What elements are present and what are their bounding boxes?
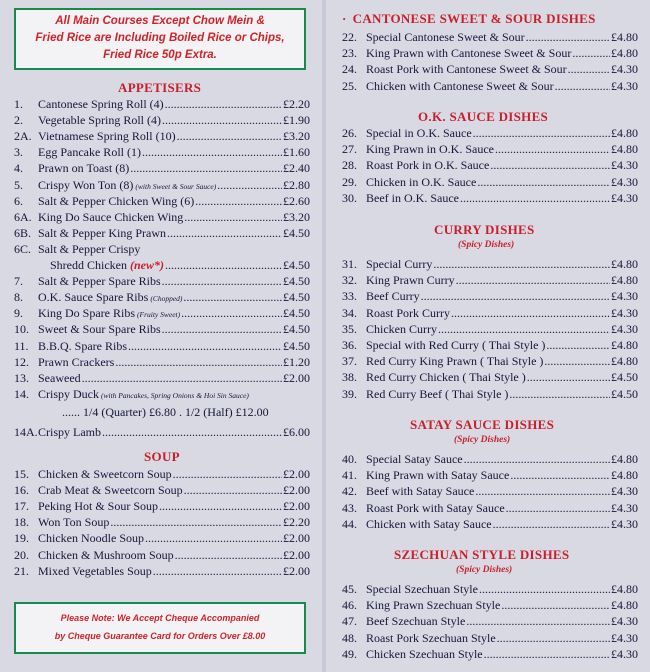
item-price: £4.80 [611,257,638,271]
item-number: 12. [14,354,29,369]
item-price: £4.50 [611,370,638,385]
item-name: Beef Curry [366,289,420,304]
item-price: £4.80 [611,598,638,613]
dot-leader [479,581,610,597]
item-number: 43. [342,500,357,515]
menu-item-row [14,305,310,321]
menu-item-row [14,273,310,289]
item-number: 21. [14,563,29,578]
dot-leader [464,451,610,467]
dot-leader [195,193,282,209]
item-price: £4.80 [611,46,638,61]
item-price: £4.50 [611,386,638,401]
menu-item-row [342,337,638,353]
item-price: £4.30 [611,614,638,629]
soup-heading: SOUP [144,449,180,464]
menu-item-row [342,29,638,45]
menu-item-row [342,597,638,613]
item-name: Roast Pork Szechuan Style [366,630,496,645]
menu-item-row [342,45,638,61]
item-price: £4.30 [611,630,638,645]
item-price: £4.50 [283,338,310,353]
dot-leader [153,563,282,579]
item-price: £4.30 [611,174,638,189]
menu-item-row [342,305,638,321]
item-price: £4.80 [611,582,638,596]
item-number: 3. [14,145,23,160]
dot-leader [102,424,282,440]
item-price: £4.30 [611,305,638,320]
menu-item-row [342,78,638,94]
item-number: 17. [14,499,29,514]
item-number: 46. [342,598,357,613]
item-name: Red Curry King Prawn ( Thai Style ) [366,354,544,369]
item-note: (Chopped) [150,294,183,304]
dot-leader [495,141,610,157]
item-number: 30. [342,190,357,205]
dot-leader [128,338,282,354]
item-name: King Do Sauce Chicken Wing [38,209,184,224]
item-name: Roast Pork Curry [366,305,450,320]
dot-leader [162,321,282,337]
item-note: (with Sweet & Sour Sauce) [135,181,217,191]
item-number: 8. [14,290,23,305]
item-number: 1. [14,97,23,111]
item-number: 20. [14,547,29,562]
menu-item-row [14,514,310,530]
dot-leader [438,321,610,337]
item-number: 18. [14,515,29,530]
rice-notice-line-3: Fried Rice 50p Extra. [103,49,217,61]
item-name: Cantonese Spring Roll (4) [38,97,164,111]
dot-leader [501,597,610,613]
item-name: Shredd Chicken [50,258,127,272]
menu-item-row [14,482,310,498]
item-name: Sweet & Sour Spare Ribs [38,322,161,337]
item-price: £2.80 [283,177,310,192]
item-name: Red Curry Chicken ( Thai Style ) [366,370,526,385]
menu-item-row [14,144,310,160]
item-number: 33. [342,289,357,304]
item-name: Crab Meat & Sweetcorn Soup [38,483,183,498]
item-number: 42. [342,484,357,499]
item-name: Red Curry Beef ( Thai Style ) [366,386,509,401]
menu-item-row [342,500,638,516]
item-number: 23. [342,46,357,61]
dot-leader [145,530,282,546]
dot-leader [421,288,610,304]
item-name: Roast Pork with Satay Sauce [366,500,505,515]
item-number: 39. [342,386,357,401]
item-number: 38. [342,370,357,385]
menu-item-row [14,177,310,193]
item-name: Crispy Duck [38,386,99,401]
dot-leader [493,516,610,532]
szechuan-heading: SZECHUAN STYLE DISHES [394,547,570,562]
item-price: £4.80 [611,30,638,44]
dot-leader [115,354,282,370]
item-number: 11. [14,338,29,353]
item-number: 4. [14,161,23,176]
item-price: £4.50 [283,274,310,289]
dot-leader [181,305,282,321]
item-price: £4.30 [611,500,638,515]
item-number: 32. [342,273,357,288]
item-name: Special with Red Curry ( Thai Style ) [366,338,546,352]
item-number: 41. [342,468,357,483]
menu-item-row [14,338,310,354]
dot-leader [555,78,610,94]
item-number: 9. [14,306,23,321]
item-price: £2.40 [283,161,310,176]
item-number: 31. [342,257,357,271]
dot-leader [497,630,610,646]
item-price: £2.00 [283,483,310,498]
menu-item-row [14,498,310,514]
item-price: £2.00 [283,531,310,546]
item-number: 14. [14,386,29,401]
menu-item-row [14,547,310,563]
item-price: £4.30 [611,484,638,499]
dot-leader [466,613,610,629]
item-name: Special Cantonese Sweet & Sour [366,30,525,44]
dot-leader [167,225,282,241]
dot-leader [526,29,610,45]
item-number: 27. [342,142,357,157]
menu-item-row [342,125,638,141]
item-name: Salt & Pepper King Prawn [38,225,166,240]
satay-heading: SATAY SAUCE DISHES [410,417,555,432]
crispy-duck-portions: ...... 1/4 (Quarter) £6.80 . 1/2 (Half) £12.00 [62,405,269,419]
item-price: £2.20 [283,97,310,111]
item-name: Vegetable Spring Roll (4) [38,113,161,128]
rice-notice-line-1: All Main Courses Except Chow Mein & [55,15,265,27]
item-price: £6.00 [283,425,310,439]
menu-item-row [342,630,638,646]
item-number: 2A. [14,129,32,144]
item-name: Crispy Lamb [38,425,101,439]
item-number: 14A. [14,425,38,439]
dot-leader [475,483,610,499]
item-number: 19. [14,531,29,546]
menu-item-row [342,613,638,629]
item-number: 25. [342,78,357,93]
menu-item-row [14,193,310,209]
item-name: Chicken Curry [366,321,437,336]
item-name: Beef with Satay Sauce [366,484,475,499]
item-name: King Prawn with Cantonese Sweet & Sour [366,46,572,61]
menu-item-row [342,174,638,190]
item-number: 2. [14,113,23,128]
item-price: £4.80 [611,126,638,140]
item-number: 6. [14,193,23,208]
item-name: Salt & Pepper Crispy [38,241,141,256]
item-price: £2.00 [283,547,310,562]
menu-item-row [14,563,310,579]
item-name: King Prawn Szechuan Style [366,598,501,613]
item-number: 35. [342,321,357,336]
item-name: Chicken Szechuan Style [366,646,483,661]
item-price: £1.20 [283,354,310,369]
item-price: £4.80 [611,468,638,483]
item-price: £4.80 [611,354,638,369]
dot-leader [527,369,610,385]
item-number: 16. [14,483,29,498]
item-name: King Prawn with Satay Sauce [366,468,510,483]
item-price: £4.30 [611,190,638,205]
item-name: Chicken Noodle Soup [38,531,144,546]
menu-item-row [342,516,638,532]
item-number: 47. [342,614,357,629]
cheque-notice-box [14,602,306,654]
menu-item-row [14,160,310,176]
menu-item-row [14,530,310,546]
item-name: Chicken in O.K. Sauce [366,174,477,189]
rice-notice-line-2: Fried Rice are Including Boiled Rice or Chips, [35,32,285,44]
item-price: £2.00 [283,370,310,385]
dot-leader [490,157,610,173]
menu-item-row [342,369,638,385]
item-name: Special Curry [366,257,433,271]
item-price: £4.80 [611,338,638,352]
menu-item-row [14,289,310,305]
item-name: Egg Pancake Roll (1) [38,145,141,160]
item-name: Roast Pork in O.K. Sauce [366,158,490,173]
dot-leader [184,209,282,225]
left-column [0,0,318,672]
item-name: Beef Szechuan Style [366,614,466,629]
item-price: £4.80 [611,273,638,288]
item-number: 22. [342,30,357,44]
item-price: £4.80 [611,452,638,466]
item-number: 44. [342,516,357,531]
item-note: (with Pancakes, Spring Onions & Hoi Sin Sauce) [101,390,249,400]
item-name: Seaweed [38,370,81,385]
dot-leader [456,272,610,288]
item-price: £3.20 [283,129,310,144]
dot-leader [217,177,282,193]
curry-heading: CURRY DISHES [434,222,535,237]
item-number: 29. [342,174,357,189]
item-number: 6B. [14,225,32,240]
menu-item-row [14,370,310,386]
item-name: B.B.Q. Spare Ribs [38,338,128,353]
item-price: £2.00 [283,467,310,481]
menu-item-row [342,321,638,337]
item-price: £3.20 [283,209,310,224]
item-number: 28. [342,158,357,173]
item-number: 6C. [14,241,32,256]
dot-leader [162,273,282,289]
item-name: Chicken & Mushroom Soup [38,547,174,562]
dot-leader [544,353,610,369]
item-name: Special Szechuan Style [366,582,478,596]
menu-item-row [342,386,638,402]
rice-notice-box [14,8,306,70]
menu-item-row [342,451,638,467]
dot-leader [159,498,282,514]
item-number: 37. [342,354,357,369]
menu-item-row [342,256,638,272]
dot-leader [165,257,282,273]
item-name: Prawn on Toast (8) [38,161,130,176]
item-number: 10. [14,322,29,337]
menu-item-row [342,353,638,369]
item-name: Chicken & Sweetcorn Soup [38,467,172,481]
item-number: 24. [342,62,357,77]
item-name: Prawn Crackers [38,354,115,369]
item-number: 34. [342,305,357,320]
dot-leader [142,144,282,160]
item-price: £4.30 [611,321,638,336]
dot-leader [173,466,282,482]
column-divider [322,0,326,672]
item-number: 15. [14,467,29,481]
item-name: Special Satay Sauce [366,452,463,466]
item-price: £4.30 [611,646,638,661]
item-number: 5. [14,177,23,192]
satay-subtitle: (Spicy Dishes) [454,435,511,445]
item-price: £2.00 [283,499,310,514]
cantonese-heading-text: CANTONESE SWEET & SOUR DISHES [352,11,596,26]
menu-item-row [14,225,310,241]
item-price: £2.60 [283,193,310,208]
menu-item-row [342,581,638,597]
item-note: (Fruity Sweet) [137,310,181,320]
item-price: £4.50 [283,258,310,272]
dot-leader [477,174,610,190]
cantonese-heading: · CANTONESE SWEET & SOUR DISHES [342,11,596,26]
item-name: Special in O.K. Sauce [366,126,472,140]
menu-item-row [342,467,638,483]
cheque-notice-line-2: by Cheque Guarantee Card for Orders Over £8.00 [54,631,266,641]
item-price: £1.60 [283,145,310,160]
item-price: £4.30 [611,78,638,93]
item-price: £4.50 [283,306,310,321]
item-price: £4.30 [611,158,638,173]
menu-item-row [14,112,310,128]
ok-sauce-heading: O.K. SAUCE DISHES [418,109,549,124]
item-name: King Prawn Curry [366,273,455,288]
item-price: £4.50 [283,225,310,240]
dot-leader [506,500,610,516]
menu-item-row [14,424,310,440]
dot-leader [484,646,610,662]
menu-item-row [14,128,310,144]
appetisers-heading: APPETISERS [118,80,202,95]
item-name: King Prawn in O.K. Sauce [366,142,494,157]
dot-leader [184,482,282,498]
menu-item-row [342,141,638,157]
item-price: £2.00 [283,563,310,578]
right-column [330,0,650,672]
item-name: Beef in O.K. Sauce [366,190,459,205]
dot-leader [546,337,610,353]
dot-leader [433,256,610,272]
menu-item-row [342,483,638,499]
dot-leader [460,190,610,206]
item-name: Won Ton Soup [38,515,110,530]
menu-item-row [14,209,310,225]
dot-leader [175,547,282,563]
curry-subtitle: (Spicy Dishes) [458,240,515,250]
menu-item-row [14,386,310,402]
menu-item-row [342,272,638,288]
dot-leader [162,112,282,128]
item-name: King Do Spare Ribs [38,306,135,321]
menu-item-row [342,646,638,662]
item-number: 13. [14,370,29,385]
menu-item-row [342,61,638,77]
dot-leader [451,305,610,321]
dot-leader [509,386,610,402]
dot-leader [510,467,610,483]
item-number: 40. [342,452,357,466]
item-price: £4.50 [283,322,310,337]
menu-item-row [14,257,310,273]
item-number: 36. [342,338,357,352]
dot-leader [183,289,282,305]
item-name: Roast Pork with Cantonese Sweet & Sour [366,62,567,77]
item-name: Mixed Vegetables Soup [38,563,152,578]
dot-leader [572,45,610,61]
item-number: 49. [342,646,357,661]
dot-leader [473,125,610,141]
dot-leader [568,61,610,77]
item-name: Chicken with Satay Sauce [366,516,492,531]
item-name: Salt & Pepper Chicken Wing (6) [38,193,195,208]
item-number: 6A. [14,209,32,224]
cheque-notice-line-1: Please Note: We Accept Cheque Accompanied [60,613,260,623]
item-name: O.K. Sauce Spare Ribs [38,290,149,305]
item-name: Salt & Pepper Spare Ribs [38,274,161,289]
menu-item-row [14,241,310,257]
dot-leader [110,514,282,530]
item-number: 26. [342,126,357,140]
menu-item-row [14,466,310,482]
item-price: £4.50 [283,290,310,305]
item-number: 7. [14,274,23,289]
dot-leader [177,128,282,144]
item-price: £2.20 [283,515,310,530]
item-name: Vietnamese Spring Roll (10) [38,129,176,144]
item-price: £4.30 [611,62,638,77]
menu-item-row [14,321,310,337]
item-number: 48. [342,630,357,645]
item-name: Peking Hot & Sour Soup [38,499,159,514]
item-price: £1.90 [283,113,310,128]
dot-leader [82,370,282,386]
item-price: £4.30 [611,516,638,531]
menu-item-row [342,157,638,173]
dot-leader [130,160,282,176]
new-badge: (new*) [130,258,164,272]
menu-item-row [14,96,310,112]
item-price: £4.80 [611,142,638,157]
dot-leader [165,96,282,112]
item-name: Chicken with Cantonese Sweet & Sour [366,78,554,93]
szechuan-subtitle: (Spicy Dishes) [456,565,513,575]
item-name: Crispy Won Ton (8) [38,177,134,192]
menu-item-row [14,354,310,370]
menu-item-row [342,288,638,304]
item-price: £4.30 [611,289,638,304]
item-number: 45. [342,582,357,596]
menu-item-row [342,190,638,206]
